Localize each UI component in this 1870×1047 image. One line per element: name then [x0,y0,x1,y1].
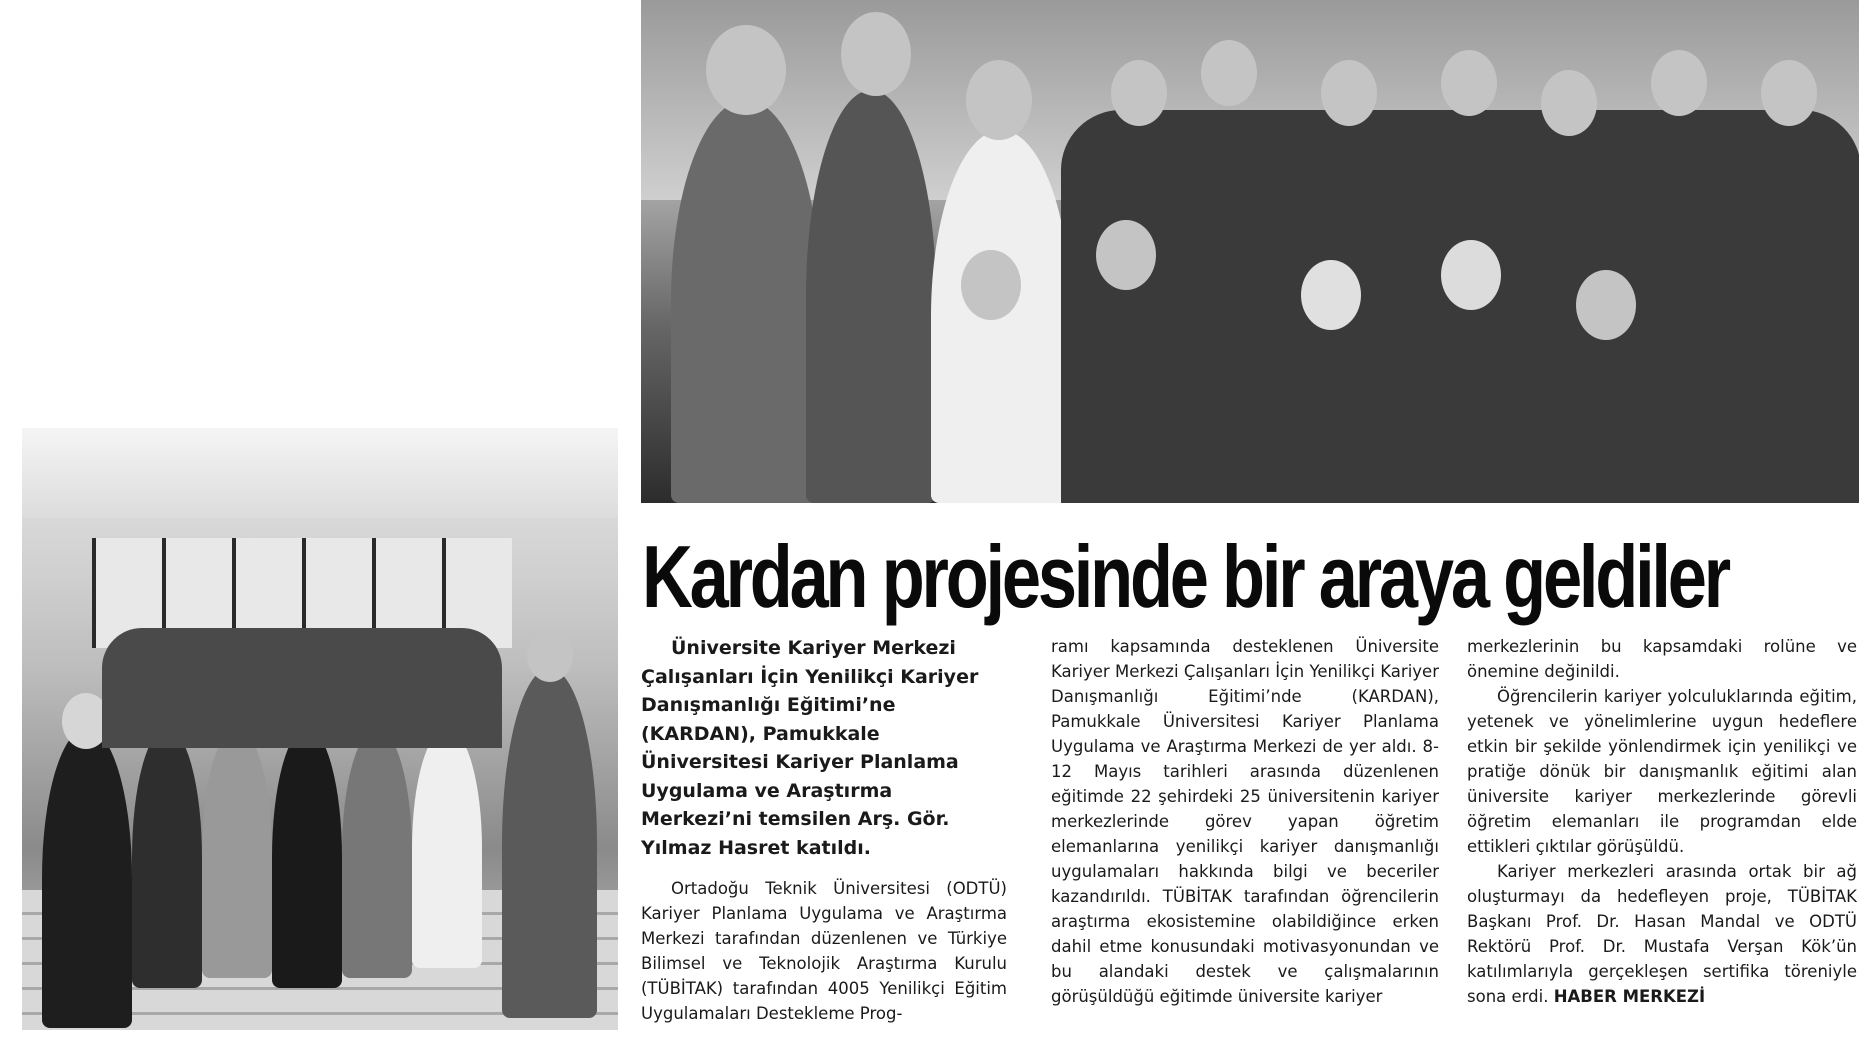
photo-person [412,728,482,968]
photo-person-head [961,250,1021,320]
photo-person [202,728,272,978]
photo-person-head [966,60,1032,140]
photo-person [132,728,202,988]
photo-person-head [1111,60,1167,126]
photo-person-head [1541,70,1597,136]
photo-person-head [706,25,786,115]
photo-person [806,90,936,503]
article-column-1 [641,634,1007,1026]
photo-person [42,728,132,1028]
article-column-2 [1051,634,1439,1009]
photo-ceiling [22,428,618,518]
photo-crowd-back [102,628,502,748]
group-photo-stairs [22,428,618,1030]
photo-person-head [1301,260,1361,330]
photo-person-head [1441,240,1501,310]
photo-person [671,100,821,503]
photo-person-head [841,12,911,96]
photo-person-head [527,628,573,682]
article-headline: Kardan projesinde bir araya geldiler [642,527,1728,626]
photo-person-head [1761,60,1817,126]
photo-person-head [1576,270,1636,340]
article-body-part-2: ramı kapsamında desteklenen Üniversite Kariyer Merkezi Çalışanları İçin Yenilikçi Kariyer Danışmanlığı Eğitimi’nde (KARDAN), Pamukkale Üniversitesi Kariyer Planlama Uygulama ve Araştırma Merkezi de yer aldı. 8-12 Mayıs tarihleri arasında düzenlenen eğitimde 22 şehirdeki 25 üniversitenin kariyer merkezlerinde görev yapan öğretim elemanlarına yenilikçi kariyer danışmanlığı uygulamaları hakkında bilgi ve beceriler kazandırıldı. TÜBİTAK tarafından öğrencilerin araştırma ekosistemine olabildiğince erken dahil etme konusundaki motivasyonundan ve bu alandaki destek ve çalışmalarının görüşüldüğü eğitimde üniversite kariyer [1051,637,1439,1006]
article-body-part-3: merkezlerinin bu kapsamdaki rolüne ve önemine değinildi. [1467,637,1857,681]
photo-person-head [1441,50,1497,116]
photo-person-head [1321,60,1377,126]
photo-person [502,668,597,1018]
photo-person-head [1201,40,1257,106]
photo-person-head [1651,50,1707,116]
article-lead: Üniversite Kariyer Merkezi Çalışanları İçin Yenilikçi Kariyer Danışmanlığı Eğitimi’ne (KARDAN), Pamukkale Üniversitesi Kariyer Planlama Uygulama ve Araştırma Merkezi’ni temsilen Arş. Gör. Yılmaz Hasret katıldı. [641,637,979,859]
photo-person [342,728,412,978]
article-column-3 [1467,634,1857,1009]
photo-person [272,728,342,988]
article-body-part-1: Ortadoğu Teknik Üniversitesi (ODTÜ) Kariyer Planlama Uygulama ve Araştırma Merkezi tarafından düzenlenen ve Türkiye Bilimsel ve Teknolojik Araştırma Kurulu (TÜBİTAK) tarafından 4005 Yenilikçi Eğitim Uygulamaları Destekleme Prog- [641,879,1007,1023]
group-photo-room [641,0,1859,503]
article-byline: HABER MERKEZİ [1553,987,1706,1006]
article-body-part-5: Kariyer merkezleri arasında ortak bir ağ oluşturmayı da hedefleyen proje, TÜBİTAK Başkanı Prof. Dr. Hasan Mandal ve ODTÜ Rektörü Prof. Dr. Mustafa Verşan Kök’ün katılımlarıyla gerçekleşen sertifika töreniyle sona erdi. [1467,862,1857,1006]
article-body-part-4: Öğrencilerin kariyer yolculuklarında eğitim, yetenek ve yönelimlerine uygun hedeflere etkin bir şekilde yönlendirmek için yenilikçi ve pratiğe dönük bir danışmanlık eğitimi alan üniversite kariyer merkezlerinde görevli öğretim elemanları ile programdan elde ettikleri çıktılar görüşüldü. [1467,687,1857,856]
photo-person-head [1096,220,1156,290]
